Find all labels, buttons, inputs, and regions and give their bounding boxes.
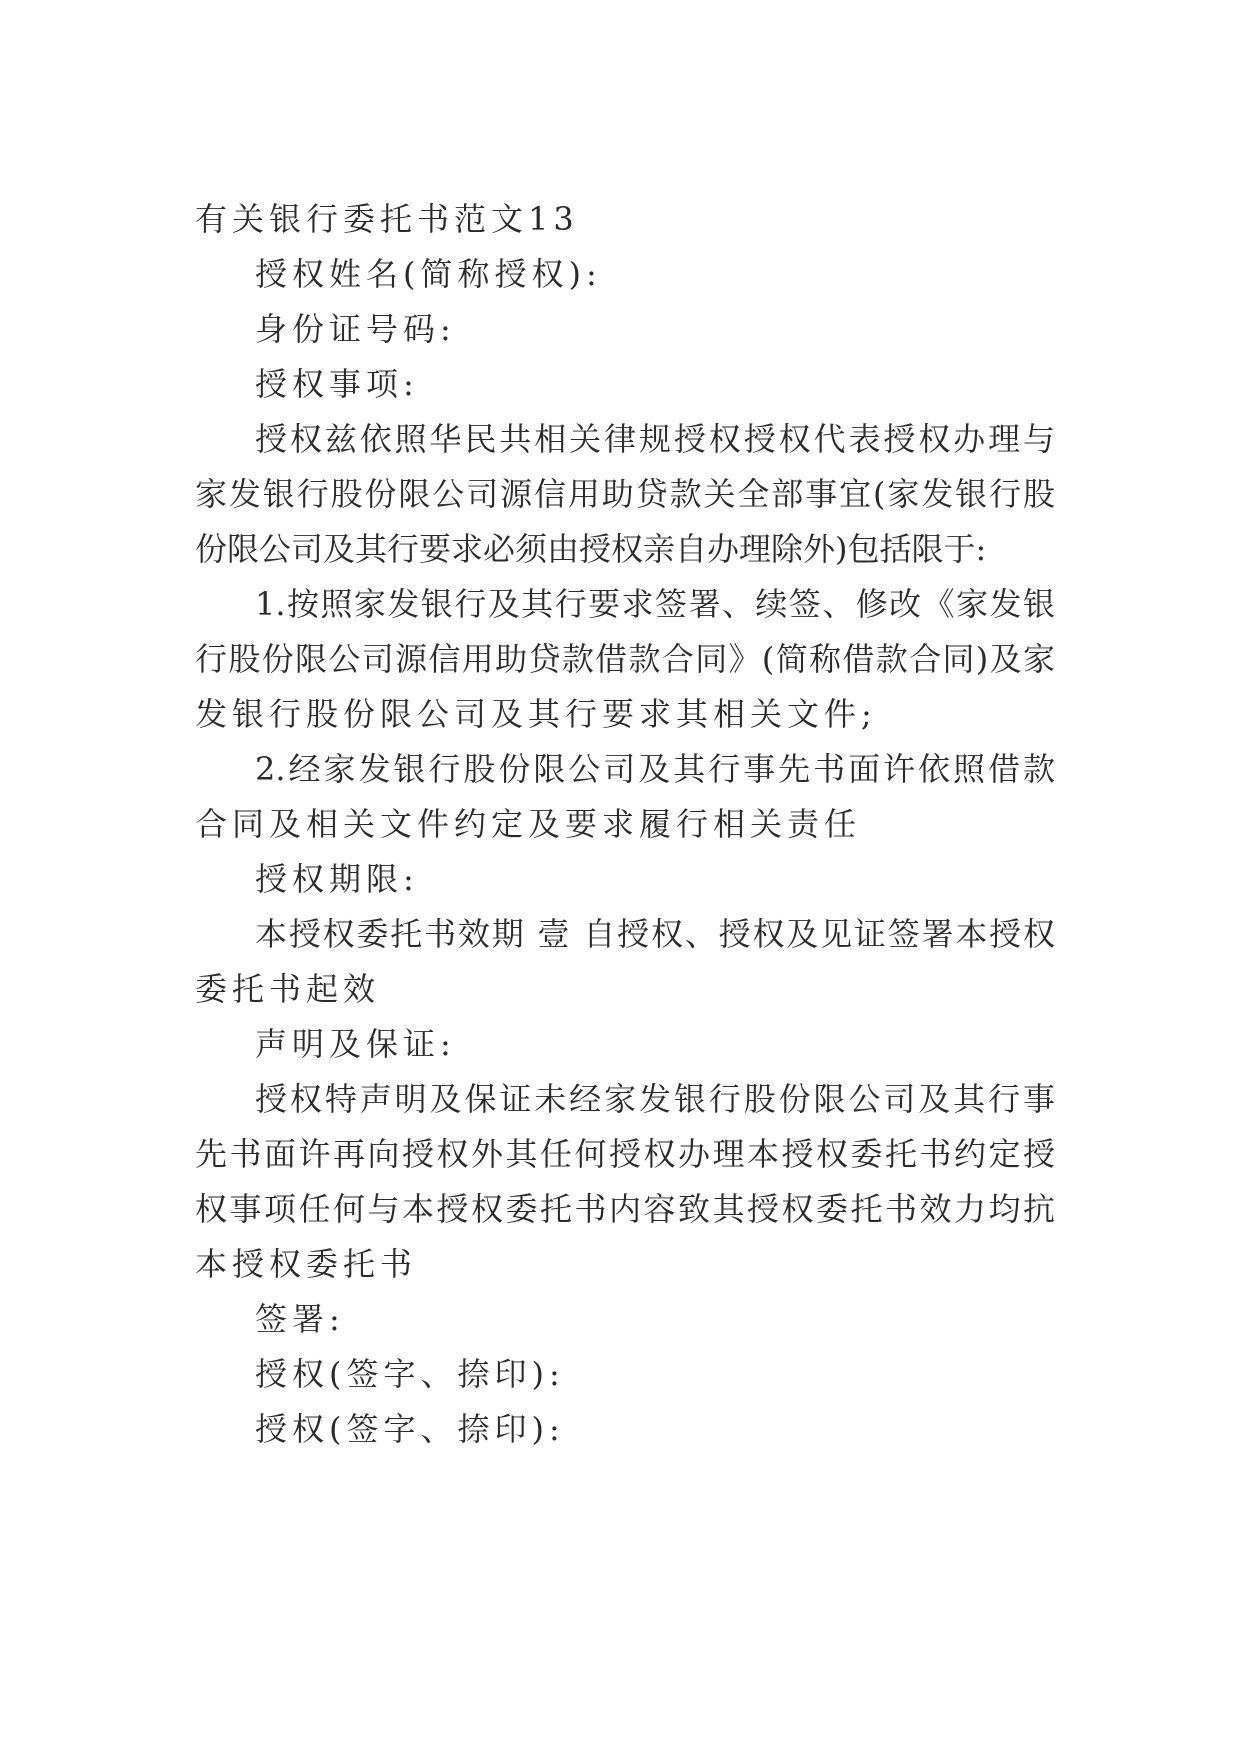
list-item-1-line: 1.按照家发银行及其行要求签署、续签、修改《家发银: [255, 585, 1055, 623]
paragraph-line: 委托书起效: [195, 970, 381, 1008]
field-authorized-name: 授权姓名(简称授权):: [255, 255, 602, 293]
signature-field: 授权(签字、捺印):: [255, 1410, 565, 1448]
document-title: 有关银行委托书范文13: [195, 200, 579, 238]
paragraph-line: 家发银行股份限公司源信用助贷款关全部事宜(家发银行股: [195, 475, 1055, 513]
paragraph-line: 本授权委托书效期 壹 自授权、授权及见证签署本授权: [255, 915, 1055, 953]
paragraph-line: 授权兹依照华民共相关律规授权授权代表授权办理与: [255, 420, 1055, 458]
list-item-2-line: 2.经家发银行股份限公司及其行事先书面许依照借款: [255, 750, 1055, 788]
list-item-2-line: 合同及相关文件约定及要求履行相关责任: [195, 805, 862, 843]
paragraph-line: 本授权委托书: [195, 1245, 418, 1283]
section-signature: 签署:: [255, 1300, 345, 1338]
field-id-number: 身份证号码:: [255, 310, 456, 348]
paragraph-line: 先书面许再向授权外其任何授权办理本授权委托书约定授: [195, 1135, 1055, 1173]
list-item-1-line: 行股份限公司源信用助贷款借款合同》(简称借款合同)及家: [195, 640, 1055, 678]
list-item-1-line: 发银行股份限公司及其行要求其相关文件;: [195, 695, 877, 733]
paragraph-line: 授权特声明及保证未经家发银行股份限公司及其行事: [255, 1080, 1055, 1118]
paragraph-line: 权事项任何与本授权委托书内容致其授权委托书效力均抗: [195, 1190, 1055, 1228]
paragraph-line: 份限公司及其行要求必须由授权亲自办理除外)包括限于:: [195, 530, 987, 568]
section-authorization-period: 授权期限:: [255, 860, 419, 898]
section-authorized-matters: 授权事项:: [255, 365, 419, 403]
section-declaration: 声明及保证:: [255, 1025, 456, 1063]
signature-field: 授权(签字、捺印):: [255, 1355, 565, 1393]
